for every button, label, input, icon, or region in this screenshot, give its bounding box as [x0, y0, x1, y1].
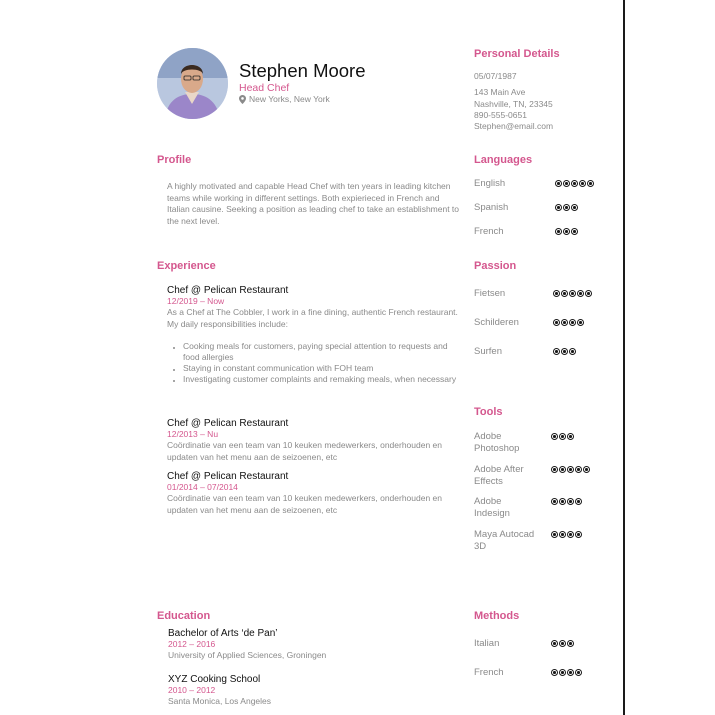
- rating-dots: [555, 228, 578, 235]
- rating-dot-icon: [575, 669, 582, 676]
- responsibility-list: [151, 341, 460, 385]
- address-line: 143 Main Ave: [474, 87, 526, 97]
- skill-name: English: [474, 178, 506, 189]
- rating-dot-icon: [577, 290, 584, 297]
- job-title: Chef @ Pelican Restaurant: [167, 471, 289, 482]
- rating-dot-icon: [567, 433, 574, 440]
- job-role: Head Chef: [239, 82, 290, 94]
- profile-text: A highly motivated and capable Head Chef with ten years in leading kitchen teams while working in different settings. Both expierieced in French and Italian causine. Seeking a position as leading chef to take an establishment to the next level.: [167, 181, 460, 226]
- rating-dot-icon: [567, 466, 574, 473]
- degree: Bachelor of Arts ‘de Pan’: [168, 628, 278, 639]
- rating-dot-icon: [569, 319, 576, 326]
- experience-item: [167, 418, 462, 463]
- rating-dot-icon: [551, 466, 558, 473]
- rating-dots: [551, 669, 582, 676]
- rating-dot-icon: [553, 290, 560, 297]
- rating-dot-icon: [577, 319, 584, 326]
- job-title: Chef @ Pelican Restaurant: [167, 418, 289, 429]
- rating-dot-icon: [579, 180, 586, 187]
- school: Santa Monica, Los Angeles: [168, 696, 272, 706]
- profile-photo: [157, 48, 228, 119]
- city-line: Nashville, TN, 23345: [474, 99, 553, 109]
- rating-dot-icon: [551, 640, 558, 647]
- rating-dot-icon: [563, 180, 570, 187]
- rating-dot-icon: [559, 640, 566, 647]
- rating-dots: [553, 348, 576, 355]
- rating-dots: [551, 531, 582, 538]
- rating-dot-icon: [553, 319, 560, 326]
- rating-dots: [551, 498, 582, 505]
- education-title: Education: [157, 610, 211, 622]
- rating-dot-icon: [555, 204, 562, 211]
- rating-dot-icon: [563, 204, 570, 211]
- job-description: As a Chef at The Cobbler, I work in a fine dining, authentic French restaurant. My daily responsibilities include:: [167, 307, 458, 329]
- skill-name: French: [474, 226, 504, 237]
- methods-title: Methods: [474, 610, 520, 622]
- page-edge-divider: [623, 0, 625, 715]
- rating-dots: [551, 640, 574, 647]
- experience-item: [167, 285, 460, 385]
- rating-dot-icon: [559, 498, 566, 505]
- education-dates: 2012 – 2016: [168, 639, 216, 649]
- job-description: Coördinatie van een team van 10 keuken medewerkers, onderhouden en updaten van het menu aan de seizoenen, etc: [167, 440, 443, 462]
- passion-title: Passion: [474, 260, 517, 272]
- skill-name: Maya Autocad 3D: [474, 529, 535, 552]
- rating-dot-icon: [559, 466, 566, 473]
- experience-item: [167, 471, 462, 516]
- rating-dot-icon: [551, 531, 558, 538]
- skill-name: Surfen: [474, 346, 502, 357]
- rating-dot-icon: [575, 466, 582, 473]
- degree: XYZ Cooking School: [168, 674, 261, 685]
- person-name: Stephen Moore: [239, 60, 366, 81]
- rating-dot-icon: [553, 348, 560, 355]
- rating-dot-icon: [567, 498, 574, 505]
- rating-dots: [551, 433, 574, 440]
- rating-dot-icon: [567, 640, 574, 647]
- rating-dot-icon: [561, 348, 568, 355]
- responsibility-item: • Investigating customer complaints and remaking meals, when necessary: [183, 374, 460, 385]
- skill-name: Fietsen: [474, 288, 506, 299]
- rating-dot-icon: [563, 228, 570, 235]
- rating-dot-icon: [571, 204, 578, 211]
- rating-dots: [553, 319, 584, 326]
- job-dates: 01/2014 – 07/2014: [167, 482, 238, 492]
- rating-dot-icon: [561, 290, 568, 297]
- languages-title: Languages: [474, 154, 533, 166]
- rating-dot-icon: [571, 228, 578, 235]
- skill-name: French: [474, 667, 504, 678]
- tools-title: Tools: [474, 406, 503, 418]
- rating-dot-icon: [583, 466, 590, 473]
- email[interactable]: Stephen@email.com: [474, 121, 554, 131]
- rating-dot-icon: [555, 180, 562, 187]
- education-item: [168, 674, 271, 708]
- responsibility-item: • Staying in constant communication with FOH team: [183, 363, 460, 374]
- job-title: Chef @ Pelican Restaurant: [167, 285, 289, 296]
- location-text: New Yorks, New York: [249, 94, 330, 104]
- education-item: [168, 628, 326, 662]
- birthdate: 05/07/1987: [474, 71, 517, 81]
- rating-dot-icon: [575, 531, 582, 538]
- skill-name: Adobe After Effects: [474, 464, 524, 487]
- map-pin-icon: [239, 95, 246, 104]
- rating-dots: [551, 466, 590, 473]
- rating-dots: [555, 180, 594, 187]
- location: [239, 94, 330, 104]
- job-description: Coördinatie van een team van 10 keuken medewerkers, onderhouden en updaten van het menu aan de seizoenen, etc: [167, 493, 443, 515]
- skill-name: Adobe Photoshop: [474, 431, 520, 454]
- rating-dot-icon: [551, 669, 558, 676]
- responsibility-item: • Cooking meals for customers, paying special attention to requests and food allergies: [183, 341, 460, 363]
- skill-name: Italian: [474, 638, 500, 649]
- rating-dot-icon: [585, 290, 592, 297]
- rating-dot-icon: [551, 498, 558, 505]
- rating-dot-icon: [567, 531, 574, 538]
- rating-dot-icon: [559, 669, 566, 676]
- skill-name: Schilderen: [474, 317, 519, 328]
- rating-dot-icon: [569, 348, 576, 355]
- rating-dot-icon: [559, 531, 566, 538]
- job-dates: 12/2019 – Now: [167, 296, 225, 306]
- rating-dot-icon: [555, 228, 562, 235]
- rating-dot-icon: [559, 433, 566, 440]
- profile-title: Profile: [157, 154, 192, 166]
- school: University of Applied Sciences, Groningen: [168, 650, 327, 660]
- phone: 890-555-0651: [474, 110, 527, 120]
- skill-name: Adobe Indesign: [474, 496, 510, 519]
- rating-dot-icon: [561, 319, 568, 326]
- rating-dot-icon: [575, 498, 582, 505]
- rating-dot-icon: [569, 290, 576, 297]
- rating-dot-icon: [567, 669, 574, 676]
- person-portrait-icon: [157, 48, 228, 119]
- rating-dots: [555, 204, 578, 211]
- personal-details-title: Personal Details: [474, 48, 560, 60]
- experience-title: Experience: [157, 260, 216, 272]
- rating-dot-icon: [587, 180, 594, 187]
- rating-dot-icon: [571, 180, 578, 187]
- rating-dot-icon: [551, 433, 558, 440]
- education-dates: 2010 – 2012: [168, 685, 216, 695]
- rating-dots: [553, 290, 592, 297]
- job-dates: 12/2013 – Nu: [167, 429, 219, 439]
- skill-name: Spanish: [474, 202, 509, 213]
